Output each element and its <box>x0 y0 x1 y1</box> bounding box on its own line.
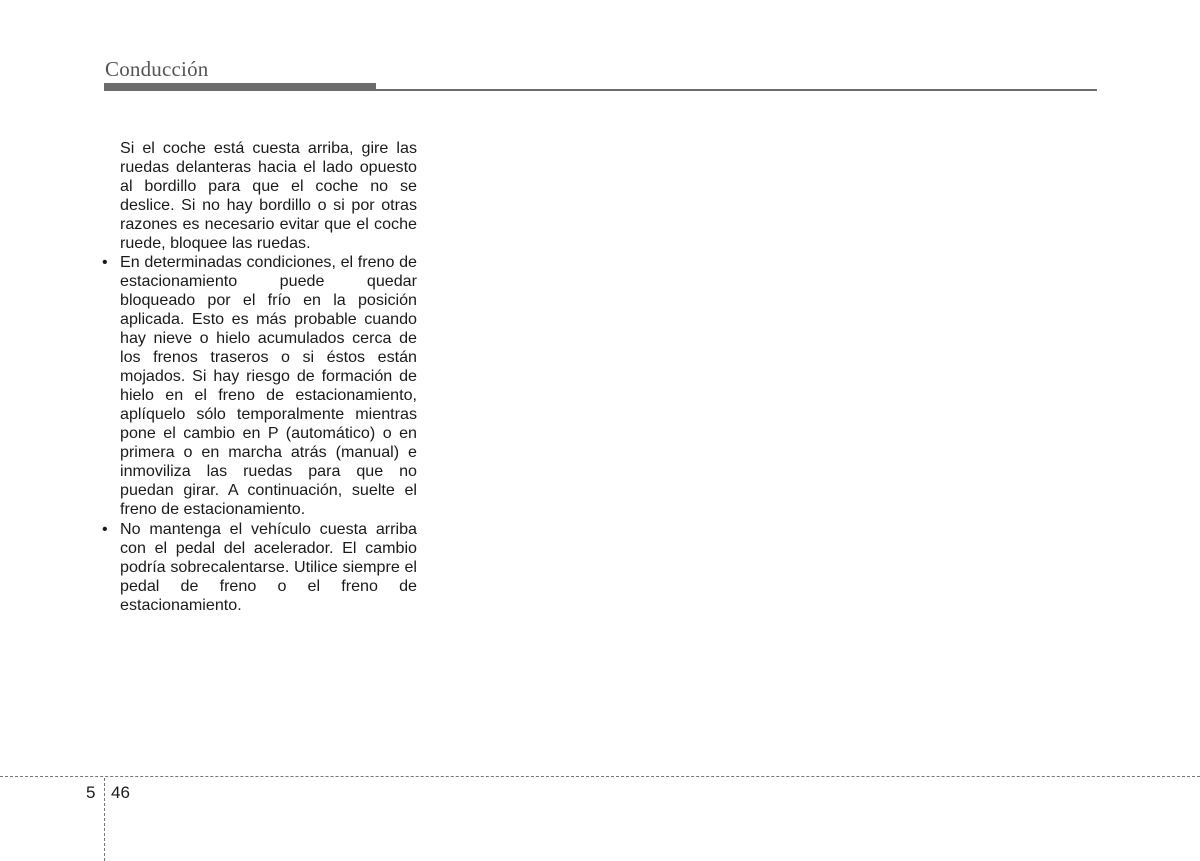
header-accent-bar <box>104 83 376 91</box>
main-text-column <box>102 139 417 616</box>
bullet-item-accelerator-hold <box>102 520 417 615</box>
header-rule <box>376 89 1097 91</box>
bullet-icon: • <box>102 253 108 271</box>
section-title: Conducción <box>105 57 209 81</box>
bullet-icon: • <box>102 520 108 538</box>
footer-dashed-divider <box>104 778 105 861</box>
bullet-list <box>102 253 417 615</box>
page-number: 46 <box>111 783 130 802</box>
footer-dashed-rule <box>0 776 1200 777</box>
bullet-text: En determinadas condiciones, el freno de estacionamiento puede quedar bloqueado por el frío en la posición aplicada. Esto es más probable cuando hay nieve o hielo acumulados cerca de los frenos traseros o si éstos están mojados. Si hay riesgo de formación de hielo en el freno de estacionamiento, aplíquelo sólo temporalmente mientras pone el cambio en P (automático) o en primera o en marcha atrás (manual) e inmoviliza las ruedas para que no puedan girar. A continuación, suelte el freno de estacionamiento. <box>120 253 417 518</box>
chapter-number: 5 <box>86 783 96 802</box>
intro-paragraph: Si el coche está cuesta arriba, gire las ruedas delanteras hacia el lado opuesto al bordillo para que el coche no se deslice. Si no hay bordillo o si por otras razones es necesario evitar que el coche ruede, bloquee las ruedas. <box>120 139 417 252</box>
bullet-text: No mantenga el vehículo cuesta arriba con el pedal del acelerador. El cambio podría sobrecalentarse. Utilice siempre el pedal de freno o el freno de estacionamiento. <box>120 520 417 614</box>
bullet-item-parking-brake-freeze <box>102 253 417 519</box>
